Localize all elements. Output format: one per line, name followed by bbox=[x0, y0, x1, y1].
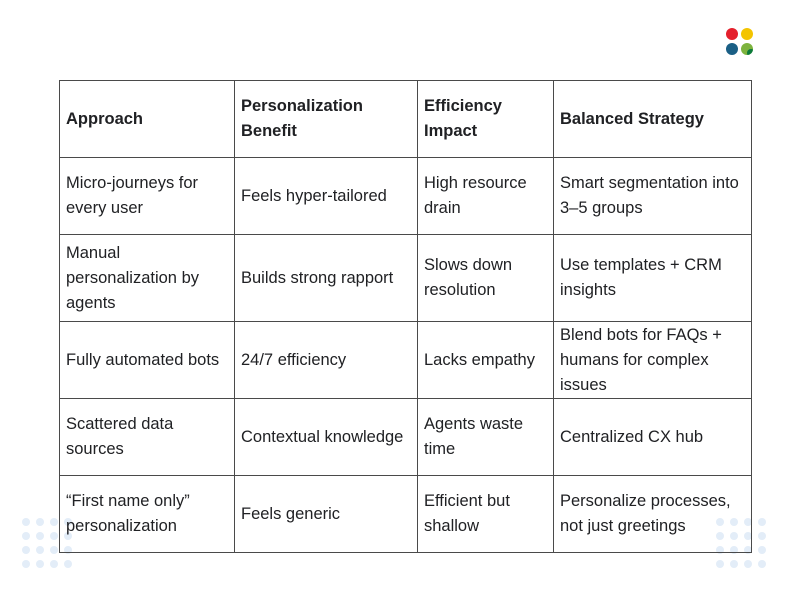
cell-impact: Lacks empathy bbox=[418, 322, 554, 399]
cell-strategy: Use templates + CRM insights bbox=[554, 235, 752, 322]
cell-strategy: Smart segmentation into 3–5 groups bbox=[554, 158, 752, 235]
cell-benefit: 24/7 efficiency bbox=[235, 322, 418, 399]
header-efficiency-impact: Efficiency Impact bbox=[418, 81, 554, 158]
cell-impact: High resource drain bbox=[418, 158, 554, 235]
cell-approach: Scattered data sources bbox=[60, 399, 235, 476]
cell-strategy: Centralized CX hub bbox=[554, 399, 752, 476]
cell-benefit: Contextual knowledge bbox=[235, 399, 418, 476]
header-approach: Approach bbox=[60, 81, 235, 158]
logo-dot-icon bbox=[741, 43, 753, 55]
cell-impact: Slows down resolution bbox=[418, 235, 554, 322]
logo-dot-icon bbox=[741, 28, 753, 40]
logo-dot-icon bbox=[726, 28, 738, 40]
cell-approach: Manual personalization by agents bbox=[60, 235, 235, 322]
brand-logo bbox=[726, 28, 756, 58]
table-row bbox=[60, 399, 752, 476]
cell-benefit: Feels generic bbox=[235, 476, 418, 553]
cell-benefit: Feels hyper-tailored bbox=[235, 158, 418, 235]
logo-dot-icon bbox=[726, 43, 738, 55]
table-row bbox=[60, 235, 752, 322]
cell-approach: “First name only” personalization bbox=[60, 476, 235, 553]
cell-approach: Micro-journeys for every user bbox=[60, 158, 235, 235]
cell-impact: Agents waste time bbox=[418, 399, 554, 476]
table-row bbox=[60, 476, 752, 553]
table-row bbox=[60, 322, 752, 399]
cell-impact: Efficient but shallow bbox=[418, 476, 554, 553]
cell-strategy: Blend bots for FAQs + humans for complex issues bbox=[554, 322, 752, 399]
header-balanced-strategy: Balanced Strategy bbox=[554, 81, 752, 158]
table-header-row bbox=[60, 81, 752, 158]
header-personalization-benefit: Personalization Benefit bbox=[235, 81, 418, 158]
cell-benefit: Builds strong rapport bbox=[235, 235, 418, 322]
cell-strategy: Personalize processes, not just greetings bbox=[554, 476, 752, 553]
comparison-table bbox=[59, 80, 752, 553]
cell-approach: Fully automated bots bbox=[60, 322, 235, 399]
table-row bbox=[60, 158, 752, 235]
